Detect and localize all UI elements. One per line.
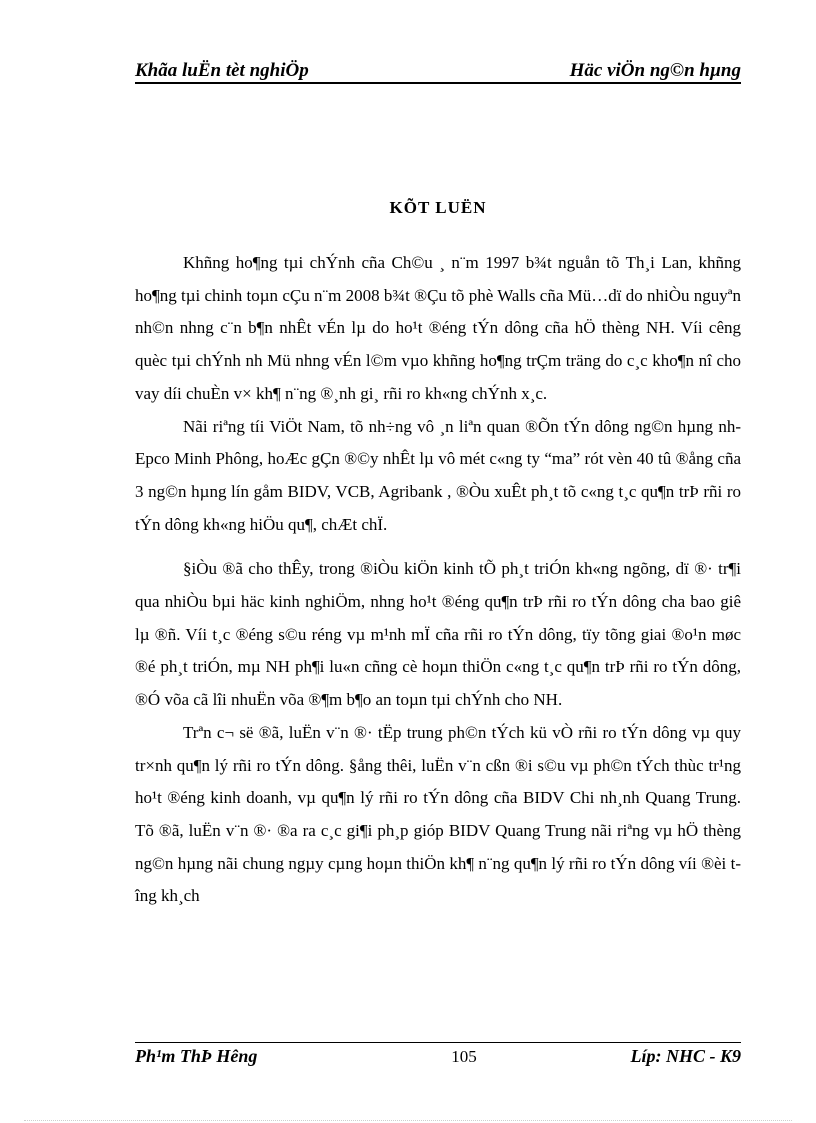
- paragraph-1: Khñng ho¶ng tµi chÝnh cña Ch©u ¸ n¨m 1997 b¾t nguån tõ Th¸i Lan, khñng ho¶ng tµi chinh toµn cÇu n¨m 2008 b¾t ®Çu tõ phè Walls cña Mü…dï do nhiÒu nguyªn nh©n nhng c¨n b¶n nhÊt vÉn lµ do ho¹t ®éng tÝn dông cña hÖ thèng NH. Víi cêng quèc tµi chÝnh nh Mü nhng vÉn l©m vµo khñng ho¶ng trÇm träng do c¸c kho¶n nî cho vay díi chuÈn v× kh¶ n¨ng ®¸nh gi¸ rñi ro kh«ng chÝnh x¸c.: [135, 253, 741, 403]
- footer-page-number: 105: [451, 1047, 477, 1066]
- footer-class: Líp: NHC - K9: [630, 1046, 741, 1066]
- page-footer: [135, 1042, 741, 1067]
- page-header: [135, 58, 741, 84]
- footer-author: Ph¹m ThÞ Hêng: [135, 1046, 258, 1066]
- paragraph-3: §iÒu ®ã cho thÊy, trong ®iÒu kiÖn kinh tÕ ph¸t triÓn kh«ng ngõng, dï ®· tr¶i qua nhiÒu bµi häc kinh nghiÖm, nhng ho¹t ®éng qu¶n trÞ rñi ro tÝn dông cha bao giê lµ ®ñ. Víi t¸c ®éng s©u réng vµ m¹nh mÏ cña rñi ro tÝn dông, tïy tõng giai ®o¹n møc ®é ph¸t triÓn, mµ NH ph¶i lu«n cñng cè hoµn thiÖn c«ng t¸c qu¶n trÞ rñi ro tÝn dông, ®Ó võa cã lîi nhuËn võa ®¶m b¶o an toµn tµi chÝnh cho NH.: [135, 559, 741, 710]
- document-body: [135, 247, 741, 913]
- section-title: KÕT LUËN: [389, 198, 487, 217]
- paragraph-4: Trªn c¬ së ®ã, luËn v¨n ®· tËp trung ph©n tÝch kü vÒ rñi ro tÝn dông vµ quy tr×nh qu¶n lý rñi ro tÝn dông. §ång thêi, luËn v¨n cßn ®i s©u vµ ph©n tÝch thùc tr¹ng ho¹t ®éng kinh doanh, vµ qu¶n lý rñi ro tÝn dông cña BIDV Chi nh¸nh Quang Trung. Tõ ®ã, luËn v¨n ®· ®a ra c¸c gi¶i ph¸p gióp BIDV Quang Trung nãi riªng vµ hÖ thèng ng©n hµng nãi chung ngµy cµng hoµn thiÖn kh¶ n¨ng qu¶n lý rñi ro tÝn dông víi ®èi tîng kh¸ch: [135, 722, 741, 906]
- header-institution-label: Häc viÖn ng©n hµng: [569, 60, 741, 81]
- header-thesis-label: Khãa luËn tèt nghiÖp: [135, 60, 309, 81]
- page-bottom-divider: [24, 1120, 792, 1121]
- paragraph-2: Nãi riªng tíi ViÖt Nam, tõ nh÷ng vô ¸n liªn quan ®Õn tÝn dông ng©n hµng nh Epco Minh Phông, hoÆc gÇn ®©y nhÊt lµ vô mét c«ng ty “ma” rót vèn 40 tû ®ång cña 3 ng©n hµng lín gåm BIDV, VCB, Agribank , ®Òu xuÊt ph¸t tõ c«ng t¸c qu¶n trÞ rñi ro tÝn dông kh«ng hiÖu qu¶, chÆt chÏ.: [135, 416, 741, 534]
